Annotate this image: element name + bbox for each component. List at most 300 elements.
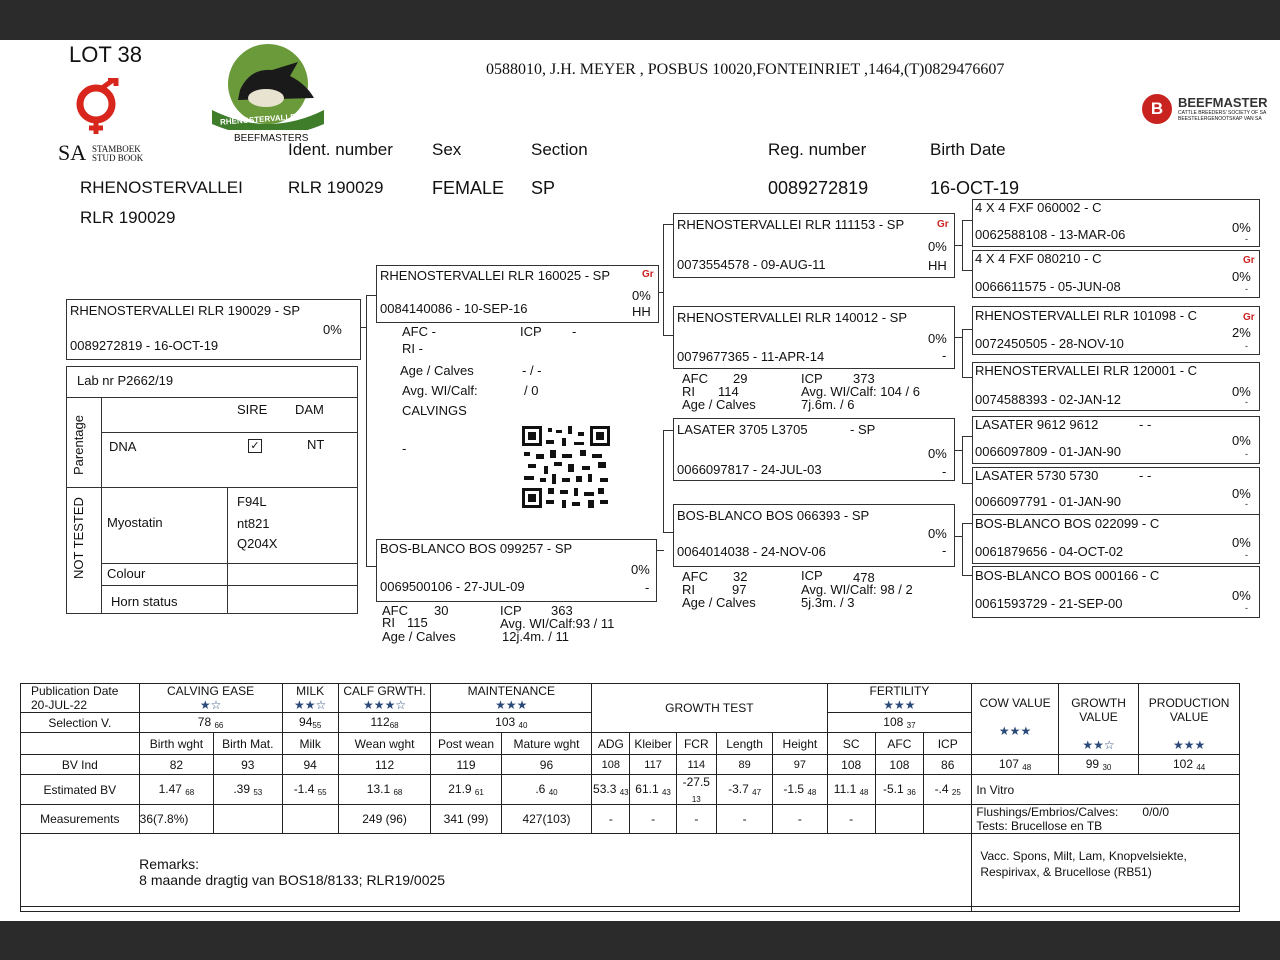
bv-ind-cow-acc: 48 xyxy=(1022,763,1032,772)
qr-code-icon xyxy=(522,426,610,508)
gen3-box-5 xyxy=(972,416,1260,464)
dam-afc-label: AFC xyxy=(382,603,408,618)
myostatin-q204x: Q204X xyxy=(237,536,278,551)
estimated-bv-value xyxy=(676,775,716,805)
gen3-box-1 xyxy=(972,199,1260,247)
estimated-bv-acc: 48 xyxy=(807,788,817,797)
reg-value: 0089272819 xyxy=(768,178,869,198)
production-value-title: PRODUCTION VALUE xyxy=(1148,696,1230,724)
bv-ind-prod xyxy=(1139,755,1240,775)
dam-ri-label: RI xyxy=(382,615,395,630)
dam-pct: 0% xyxy=(631,562,650,577)
estimated-bv-number: -27.5 xyxy=(682,775,710,789)
beefmaster-b-icon: B xyxy=(1142,94,1172,124)
bv-ind-value: 94 xyxy=(282,755,338,775)
gen3-box-4 xyxy=(972,362,1260,411)
genetic-info-icon: Gr xyxy=(1243,255,1255,266)
estimated-bv-number: 1.47 xyxy=(158,782,182,796)
gen2-2-ri-label: RI xyxy=(682,384,695,399)
dam-ri-value: 115 xyxy=(407,615,428,630)
rhenostervallei-logo xyxy=(210,40,330,148)
dam-avg: Avg. WI/Calf:93 / 11 xyxy=(500,616,615,631)
gen2-4-age-value: 5j.3m. / 3 xyxy=(801,595,855,610)
measurement-value: - xyxy=(716,805,772,834)
gen3-1-reg: 0062588108 - 13-MAR-06 xyxy=(975,227,1126,242)
estimated-bv-number: -1.5 xyxy=(783,782,805,796)
sire-age-calves-value: - / - xyxy=(522,363,542,378)
bv-col-header: Birth wght xyxy=(139,733,213,755)
fertility-stars: ★★★ xyxy=(883,698,916,712)
dam-reg: 0069500106 - 27-JUL-09 xyxy=(380,579,525,594)
selection-calf-value: 112 xyxy=(370,715,390,729)
gen3-8-flag: - xyxy=(1245,603,1248,613)
bv-col-header: SC xyxy=(827,733,875,755)
gen2-4-afc-label: AFC xyxy=(682,569,708,584)
sire-name: RHENOSTERVALLEI RLR 160025 - SP xyxy=(380,268,611,283)
estimated-bv-acc: 40 xyxy=(548,788,558,797)
selection-maint-value: 103 xyxy=(495,715,516,729)
logo-band-text: RHENOSTERVALLEI xyxy=(219,112,299,127)
gen3-2-pct: 0% xyxy=(1232,269,1251,284)
gen2-2-avg: Avg. WI/Calf: 104 / 6 xyxy=(801,384,920,399)
bv-ind-value: 93 xyxy=(214,755,282,775)
sire-icp-label: ICP xyxy=(520,324,542,339)
estimated-bv-acc: 43 xyxy=(661,788,671,797)
estimated-bv-value xyxy=(924,775,972,805)
gen2-2-icp-value: 373 xyxy=(853,371,875,386)
estimated-bv-number: -1.4 xyxy=(293,782,315,796)
estimated-bv-acc: 43 xyxy=(619,788,629,797)
bv-col-header: Mature wght xyxy=(501,733,592,755)
myostatin-nt821: nt821 xyxy=(237,516,270,531)
selection-milk-acc: 55 xyxy=(312,721,322,730)
reg-label: Reg. number xyxy=(768,140,867,159)
gen2-box-3 xyxy=(673,418,955,481)
estimated-bv-acc: 61 xyxy=(474,788,484,797)
estimated-bv-number: 11.1 xyxy=(833,782,857,796)
bv-table xyxy=(20,683,1240,912)
gen3-6-section: - - xyxy=(1139,468,1152,483)
estimated-bv-value xyxy=(592,775,630,805)
estimated-bv-number: 53.3 xyxy=(593,782,617,796)
sire-avg-value: / 0 xyxy=(524,383,539,398)
genetic-info-icon: Gr xyxy=(642,269,654,280)
selection-maint xyxy=(431,713,592,733)
estimated-bv-number: -.4 xyxy=(934,782,949,796)
gen2-3-flag: - xyxy=(942,464,947,479)
estimated-bv-acc: 68 xyxy=(185,788,195,797)
calving-ease-header xyxy=(139,684,282,713)
gen3-box-3 xyxy=(972,306,1260,355)
estimated-bv-acc: 68 xyxy=(393,788,403,797)
estimated-bv-value xyxy=(827,775,875,805)
gen3-6-reg: 0066097791 - 01-JAN-90 xyxy=(975,494,1121,509)
gen3-4-flag: - xyxy=(1245,397,1248,407)
measurements-label: Measurements xyxy=(21,805,140,834)
sire-ri: RI - xyxy=(402,341,423,356)
estimated-bv-value xyxy=(282,775,338,805)
selection-label: Selection V. xyxy=(21,713,140,733)
measurement-value: 341 (99) xyxy=(431,805,501,834)
estimated-bv-acc: 53 xyxy=(253,788,263,797)
sex-label: Sex xyxy=(432,140,462,159)
dam-name: BOS-BLANCO BOS 099257 - SP xyxy=(380,541,573,556)
bottom-bar xyxy=(0,921,1280,960)
estimated-bv-value xyxy=(338,775,431,805)
estimated-bv-number: 21.9 xyxy=(448,782,472,796)
calf-growth-header xyxy=(338,684,431,713)
gen2-3-name: LASATER 3705 L3705 xyxy=(677,422,808,437)
measurement-value: - xyxy=(827,805,875,834)
animal-box-name: RHENOSTERVALLEI RLR 190029 - SP xyxy=(70,303,301,318)
sire-avg-label: Avg. WI/Calf: xyxy=(402,383,478,398)
growth-value-title: GROWTH VALUE xyxy=(1071,696,1126,724)
calf-growth-stars: ★★★☆ xyxy=(363,698,407,712)
bv-col-header: Height xyxy=(773,733,827,755)
bv-col-header: Milk xyxy=(282,733,338,755)
measurement-value: - xyxy=(676,805,716,834)
bv-col-header: Length xyxy=(716,733,772,755)
measurement-value xyxy=(282,805,338,834)
estimated-bv-number: 13.1 xyxy=(366,782,391,796)
not-tested-label: NOT TESTED xyxy=(71,497,86,579)
cow-value-title: COW VALUE xyxy=(979,696,1051,710)
measurement-value xyxy=(924,805,972,834)
measurement-value: - xyxy=(592,805,630,834)
remarks-label: Remarks: xyxy=(139,856,200,872)
gen2-4-reg: 0064014038 - 24-NOV-06 xyxy=(677,544,826,559)
vaccination-cell xyxy=(972,834,1240,912)
gen2-2-flag: - xyxy=(942,348,947,363)
gen3-4-pct: 0% xyxy=(1232,384,1251,399)
measurement-value xyxy=(875,805,923,834)
measurement-value: - xyxy=(773,805,827,834)
gen2-3-reg: 0066097817 - 24-JUL-03 xyxy=(677,462,822,477)
lab-number: Lab nr P2662/19 xyxy=(77,373,174,388)
beefmaster-name: BEEFMASTER xyxy=(1178,95,1268,110)
estimated-bv-acc: 36 xyxy=(906,788,916,797)
publication-label: Publication Date xyxy=(31,684,119,698)
gen3-5-pct: 0% xyxy=(1232,433,1251,448)
lot-number: LOT 38 xyxy=(69,42,142,67)
dna-label: DNA xyxy=(109,439,137,454)
gen3-box-2 xyxy=(972,250,1260,298)
sire-age-calves-label: Age / Calves xyxy=(400,363,474,378)
gen2-box-4 xyxy=(673,504,955,567)
section-value: SP xyxy=(531,178,556,198)
dam-age-calves-value: 12j.4m. / 11 xyxy=(502,629,569,644)
gen2-4-pct: 0% xyxy=(928,526,947,541)
bv-ind-value: 117 xyxy=(630,755,676,775)
gen3-8-reg: 0061593729 - 21-SEP-00 xyxy=(975,596,1123,611)
cow-value-header xyxy=(972,684,1058,755)
selection-calving-value: 78 xyxy=(197,715,212,729)
estimated-bv-acc: 25 xyxy=(951,788,961,797)
estimated-bv-value xyxy=(716,775,772,805)
birth-label: Birth Date xyxy=(930,140,1006,159)
gen3-6-flag: - xyxy=(1245,499,1248,509)
gen3-7-name: BOS-BLANCO BOS 022099 - C xyxy=(975,516,1160,531)
dam-icp-label: ICP xyxy=(500,603,522,618)
myostatin-f94l: F94L xyxy=(237,494,267,509)
selection-calf xyxy=(338,713,431,733)
production-value-stars: ★★★ xyxy=(1172,738,1206,752)
gen2-1-name: RHENOSTERVALLEI RLR 111153 - SP xyxy=(677,217,905,232)
bv-col-header: Birth Mat. xyxy=(214,733,282,755)
gen2-4-icp-label: ICP xyxy=(801,568,823,583)
fertility-header xyxy=(827,684,972,713)
beefmaster-tag2: BEESTELERGENOOTSKAP VAN SA xyxy=(1178,116,1262,122)
dam-afc-value: 30 xyxy=(434,603,449,618)
gen2-2-age-label: Age / Calves xyxy=(682,397,756,412)
bv-ind-prod-acc: 44 xyxy=(1196,763,1206,772)
animal-box xyxy=(66,299,361,360)
gen3-box-7 xyxy=(972,514,1260,564)
bv-ind-value: 112 xyxy=(338,755,431,775)
gen3-5-section: - - xyxy=(1139,417,1152,432)
estimated-bv-value xyxy=(431,775,501,805)
estimated-bv-number: 61.1 xyxy=(635,782,659,796)
gen2-1-reg: 0073554578 - 09-AUG-11 xyxy=(677,257,826,272)
gen2-2-ri-value: 114 xyxy=(718,384,739,399)
measurement-value: - xyxy=(630,805,676,834)
gen2-2-pct: 0% xyxy=(928,331,947,346)
bv-ind-value: 82 xyxy=(139,755,213,775)
sex-value: FEMALE xyxy=(432,178,505,198)
calf-growth-title: CALF GRWTH. xyxy=(343,684,426,698)
gen2-3-pct: 0% xyxy=(928,446,947,461)
gen2-4-afc-value: 32 xyxy=(733,569,748,584)
estimated-bv-value xyxy=(773,775,827,805)
dam-flag: - xyxy=(645,580,650,595)
estimated-bv-value xyxy=(875,775,923,805)
vaccination-text: Vacc. Spons, Milt, Lam, Knopvelsiekte, Respirivax, & Brucellose (RB51) xyxy=(980,849,1187,879)
gen2-1-pct: 0% xyxy=(928,239,947,254)
remarks-text: 8 maande dragtig van BOS18/8133; RLR19/0025 xyxy=(139,872,446,888)
sire-box xyxy=(376,265,659,323)
gen2-box-2 xyxy=(673,306,955,369)
bv-ind-value: 114 xyxy=(676,755,716,775)
selection-milk-value: 94 xyxy=(299,715,313,729)
gen3-4-reg: 0074588393 - 02-JAN-12 xyxy=(975,392,1121,407)
selection-fert xyxy=(827,713,972,733)
bv-ind-growth xyxy=(1058,755,1138,775)
gen2-2-afc-value: 29 xyxy=(733,371,748,386)
myostatin-label: Myostatin xyxy=(107,515,163,530)
selection-fert-value: 108 xyxy=(883,715,904,729)
animal-name-line1: RHENOSTERVALLEI xyxy=(80,178,243,197)
sire-calvings-value: - xyxy=(402,441,407,456)
milk-stars: ★★☆ xyxy=(294,698,327,712)
estimated-bv-value xyxy=(139,775,213,805)
maintenance-header xyxy=(431,684,592,713)
bv-ind-value: 97 xyxy=(773,755,827,775)
estimated-bv-acc: 55 xyxy=(317,788,327,797)
milk-header xyxy=(282,684,338,713)
estimated-bv-number: -3.7 xyxy=(728,782,749,796)
bv-col-header: AFC xyxy=(875,733,923,755)
bv-col-header: FCR xyxy=(676,733,716,755)
growth-value-header xyxy=(1058,684,1138,755)
genetic-info-icon: Gr xyxy=(937,219,949,230)
gen3-2-reg: 0066611575 - 05-JUN-08 xyxy=(975,279,1121,294)
gen2-2-icp-label: ICP xyxy=(801,371,823,386)
studbook-line1: STAMBOEK xyxy=(92,144,141,154)
ident-value: RLR 190029 xyxy=(288,178,384,197)
gen3-4-name: RHENOSTERVALLEI RLR 120001 - C xyxy=(975,363,1198,378)
gen3-2-name: 4 X 4 FXF 080210 - C xyxy=(975,251,1102,266)
milk-title: MILK xyxy=(296,684,325,698)
selection-calf-acc: 68 xyxy=(389,721,399,730)
dna-sire-checkbox: ✓ xyxy=(248,439,262,453)
selection-milk xyxy=(282,713,338,733)
gen3-7-pct: 0% xyxy=(1232,535,1251,550)
gen2-4-ri-value: 97 xyxy=(732,582,747,597)
studbook-line2: STUD BOOK xyxy=(92,153,144,163)
gen2-2-age-value: 7j.6m. / 6 xyxy=(801,397,855,412)
publication-cell xyxy=(21,684,140,713)
bv-ind-value: 86 xyxy=(924,755,972,775)
cow-value-stars: ★★★ xyxy=(998,724,1032,738)
gen2-4-icp-value: 478 xyxy=(853,570,875,585)
section-label: Section xyxy=(531,140,588,159)
bv-ind-value: 108 xyxy=(875,755,923,775)
calving-ease-stars: ★☆ xyxy=(199,698,222,712)
gen3-5-name: LASATER 9612 9612 xyxy=(975,417,1099,432)
gen2-4-name: BOS-BLANCO BOS 066393 - SP xyxy=(677,508,870,523)
bv-col-header: Kleiber xyxy=(630,733,676,755)
measurement-value: 36(7.8%) xyxy=(139,805,213,834)
animal-box-pct: 0% xyxy=(323,322,342,337)
estimated-bv-value xyxy=(214,775,282,805)
gen3-6-pct: 0% xyxy=(1232,486,1251,501)
selection-maint-acc: 40 xyxy=(518,721,528,730)
gen2-2-reg: 0079677365 - 11-APR-14 xyxy=(677,349,825,364)
selection-fert-acc: 37 xyxy=(906,721,916,730)
horn-status-label: Horn status xyxy=(111,594,178,609)
bv-ind-cow-value: 107 xyxy=(998,757,1019,771)
estimated-bv-value xyxy=(501,775,592,805)
gen2-4-ri-label: RI xyxy=(682,582,695,597)
gen3-3-pct: 2% xyxy=(1232,325,1251,340)
production-value-header xyxy=(1139,684,1240,755)
maintenance-title: MAINTENANCE xyxy=(467,684,555,698)
dam-box xyxy=(376,539,657,602)
breeder-line: 0588010, J.H. MEYER , POSBUS 10020,FONTEINRIET ,1464,(T)0829476607 xyxy=(486,61,1005,78)
dna-dam-value: NT xyxy=(307,437,325,452)
sire-icp-value: - xyxy=(572,324,577,339)
bv-ind-label: BV Ind xyxy=(21,755,140,775)
measurement-value: 427(103) xyxy=(501,805,592,834)
beefmaster-logo xyxy=(1142,92,1272,128)
gen3-8-name: BOS-BLANCO BOS 000166 - C xyxy=(975,568,1160,583)
gen2-3-section: - SP xyxy=(850,422,876,437)
estimated-bv-label: Estimated BV xyxy=(21,775,140,805)
gen2-4-flag: - xyxy=(942,543,947,558)
bv-ind-prod-value: 102 xyxy=(1172,757,1194,771)
dam-header: DAM xyxy=(295,402,324,417)
gen3-1-pct: 0% xyxy=(1232,220,1251,235)
growth-test-title: GROWTH TEST xyxy=(665,701,754,715)
bv-ind-value: 89 xyxy=(716,755,772,775)
bv-ind-value: 108 xyxy=(827,755,875,775)
growth-test-header xyxy=(592,684,827,733)
measurement-value: 249 (96) xyxy=(338,805,431,834)
flushings-value: 0/0/0 xyxy=(1142,805,1170,819)
gen3-7-flag: - xyxy=(1245,550,1248,560)
bv-col-header: ICP xyxy=(924,733,972,755)
gen3-5-flag: - xyxy=(1245,449,1248,459)
top-bar xyxy=(0,0,1280,40)
gen2-2-afc-label: AFC xyxy=(682,371,708,386)
qr-code xyxy=(522,426,610,508)
estimated-bv-number: .39 xyxy=(233,782,251,796)
sa-studbook-logo xyxy=(58,78,158,168)
dam-icp-value: 363 xyxy=(551,603,573,618)
flushings-label: Flushings/Embrios/Calves: xyxy=(976,805,1119,819)
gen3-2-flag: - xyxy=(1245,284,1248,294)
sire-pct: 0% xyxy=(632,288,651,303)
bv-col-header: Post wean xyxy=(431,733,501,755)
bv-ind-value: 119 xyxy=(431,755,501,775)
gen3-5-reg: 0066097809 - 01-JAN-90 xyxy=(975,444,1121,459)
ident-label: Ident. number xyxy=(288,140,393,159)
sire-reg: 0084140086 - 10-SEP-16 xyxy=(380,301,528,316)
birth-value: 16-OCT-19 xyxy=(930,178,1020,198)
gen2-1-flag: HH xyxy=(928,258,947,273)
gen2-4-age-label: Age / Calves xyxy=(682,595,756,610)
bv-col-header: Wean wght xyxy=(338,733,431,755)
gen3-3-name: RHENOSTERVALLEI RLR 101098 - C xyxy=(975,308,1198,323)
bv-ind-value: 96 xyxy=(501,755,592,775)
sire-calvings-label: CALVINGS xyxy=(402,403,467,418)
gen2-box-1 xyxy=(673,213,955,278)
remarks-cell xyxy=(139,834,972,912)
gen3-1-flag: - xyxy=(1245,234,1248,244)
bv-ind-growth-acc: 30 xyxy=(1102,763,1112,772)
bv-ind-value: 108 xyxy=(592,755,630,775)
maintenance-stars: ★★★ xyxy=(495,698,528,712)
sire-afc: AFC - xyxy=(402,324,436,339)
fertility-title: FERTILITY xyxy=(869,684,930,698)
gen3-3-reg: 0072450505 - 28-NOV-10 xyxy=(975,336,1124,351)
beefmaster-tag1: CATTLE BREEDERS' SOCIETY OF SA xyxy=(1178,110,1267,116)
pedigree-sheet xyxy=(0,40,1280,921)
gen3-box-6 xyxy=(972,467,1260,515)
sire-header: SIRE xyxy=(237,402,268,417)
lab-box xyxy=(66,366,358,614)
growth-value-stars: ★★☆ xyxy=(1082,738,1115,752)
dam-age-calves-label: Age / Calves xyxy=(382,629,456,644)
animal-box-reg: 0089272819 - 16-OCT-19 xyxy=(70,338,219,353)
gen3-1-name: 4 X 4 FXF 060002 - C xyxy=(975,200,1102,215)
gen3-box-8 xyxy=(972,566,1260,618)
flushings-cell xyxy=(972,805,1240,834)
bv-col-header: ADG xyxy=(592,733,630,755)
estimated-bv-acc: 48 xyxy=(859,788,869,797)
logo-sub-text: BEEFMASTERS xyxy=(234,133,309,144)
selection-calving xyxy=(139,713,282,733)
gen3-6-name: LASATER 5730 5730 xyxy=(975,468,1099,483)
calving-ease-title: CALVING EASE xyxy=(167,684,255,698)
publication-date: 20-JUL-22 xyxy=(31,698,88,712)
estimated-bv-value xyxy=(630,775,676,805)
tests-text: Tests: Brucellose en TB xyxy=(976,819,1103,833)
selection-calving-acc: 66 xyxy=(214,721,224,730)
estimated-bv-acc: 13 xyxy=(691,795,701,804)
estimated-bv-number: .6 xyxy=(535,782,546,796)
gen3-7-reg: 0061879656 - 04-OCT-02 xyxy=(975,544,1124,559)
